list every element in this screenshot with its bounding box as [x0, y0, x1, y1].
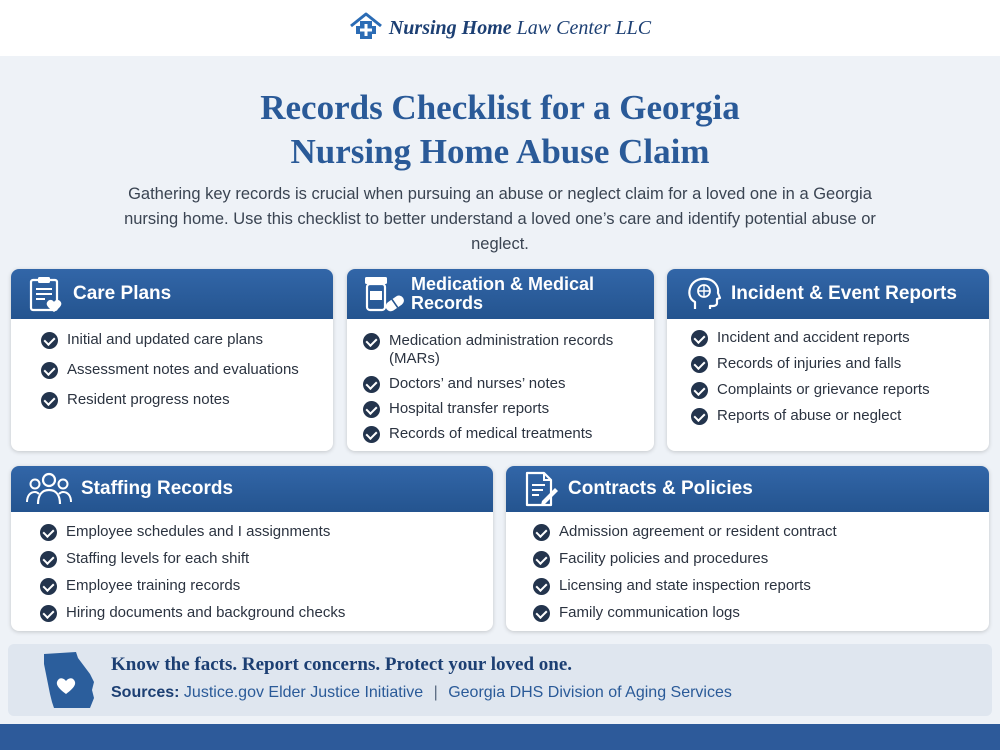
list-item: Hiring documents and background checks [40, 604, 493, 622]
list-item: Employee schedules and I assignments [40, 523, 493, 541]
card-header [506, 466, 989, 512]
list-item: Initial and updated care plans [41, 331, 333, 349]
sources-label: Sources: [111, 684, 180, 701]
title-line-2: Nursing Home Abuse Claim [290, 132, 710, 171]
list-item: Medication administration records (MARs) [363, 332, 654, 368]
footer-banner [8, 644, 992, 716]
check-icon [691, 382, 708, 399]
head-brain-icon [685, 274, 731, 314]
pill-bottle-icon [361, 274, 411, 314]
card-care-plans [11, 269, 333, 451]
check-icon [363, 426, 380, 443]
brand-bar [0, 0, 1000, 56]
intro-text: Gathering key records is crucial when pursuing an abuse or neglect claim for a loved one in a Georgia nursing home. Use this checklist to better understand a loved one’s care and identify potential abuse or neglect. [124, 185, 876, 253]
card-medication-records [347, 269, 654, 451]
card-header [347, 269, 654, 319]
card-title: Staffing Records [81, 478, 234, 499]
check-icon [41, 362, 58, 379]
check-icon [363, 376, 380, 393]
source-separator: | [433, 684, 438, 701]
sources-line [111, 684, 732, 702]
list-item: Assessment notes and evaluations [41, 361, 333, 379]
check-icon [363, 333, 380, 350]
check-icon [691, 356, 708, 373]
document-pen-icon [522, 469, 568, 509]
checklist [11, 319, 333, 409]
check-icon [691, 408, 708, 425]
list-item: Licensing and state inspection reports [533, 577, 989, 595]
list-item: Hospital transfer reports [363, 400, 654, 418]
list-item: Employee training records [40, 577, 493, 595]
check-icon [533, 605, 550, 622]
house-cross-icon [349, 11, 383, 46]
list-item: Incident and accident reports [691, 329, 989, 347]
georgia-map-heart-icon [38, 650, 100, 715]
checklist [506, 512, 989, 622]
card-title: Medication & Medical Records [411, 274, 595, 313]
card-header [667, 269, 989, 319]
list-item: Records of injuries and falls [691, 355, 989, 373]
list-item: Resident progress notes [41, 391, 333, 409]
check-icon [363, 401, 380, 418]
clipboard-heart-icon [27, 274, 73, 314]
people-group-icon [25, 469, 81, 509]
list-item: Facility policies and procedures [533, 550, 989, 568]
checklist [347, 319, 654, 443]
check-icon [40, 578, 57, 595]
check-icon [533, 524, 550, 541]
check-icon [41, 332, 58, 349]
list-item: Reports of abuse or neglect [691, 407, 989, 425]
tagline: Know the facts. Report concerns. Protect your loved one. [111, 654, 573, 675]
card-incident-reports [667, 269, 989, 451]
checklist [667, 319, 989, 425]
checklist [11, 512, 493, 622]
list-item: Family communication logs [533, 604, 989, 622]
list-item: Staffing levels for each shift [40, 550, 493, 568]
brand-logo[interactable] [349, 11, 651, 46]
page-title [0, 86, 1000, 174]
bottom-strip [0, 724, 1000, 750]
check-icon [40, 605, 57, 622]
source-link-justice[interactable]: Justice.gov Elder Justice Initiative [183, 684, 424, 701]
source-link-georgia-dhs[interactable]: Georgia DHS Division of Aging Services [448, 684, 732, 701]
card-contracts-policies [506, 466, 989, 631]
card-title: Care Plans [73, 283, 172, 304]
card-staffing-records [11, 466, 493, 631]
list-item: Doctors’ and nurses’ notes [363, 375, 654, 393]
card-header [11, 466, 493, 512]
card-title: Contracts & Policies [568, 478, 753, 499]
check-icon [40, 551, 57, 568]
list-item: Complaints or grievance reports [691, 381, 989, 399]
check-icon [41, 392, 58, 409]
list-item: Admission agreement or resident contract [533, 523, 989, 541]
brand-name: Nursing Home Law Center LLC [388, 16, 652, 39]
check-icon [533, 578, 550, 595]
title-line-1: Records Checklist for a Georgia [260, 88, 740, 127]
check-icon [691, 330, 708, 347]
check-icon [533, 551, 550, 568]
card-title: Incident & Event Reports [731, 283, 957, 304]
card-header [11, 269, 333, 319]
check-icon [40, 524, 57, 541]
list-item: Records of medical treatments [363, 425, 654, 443]
